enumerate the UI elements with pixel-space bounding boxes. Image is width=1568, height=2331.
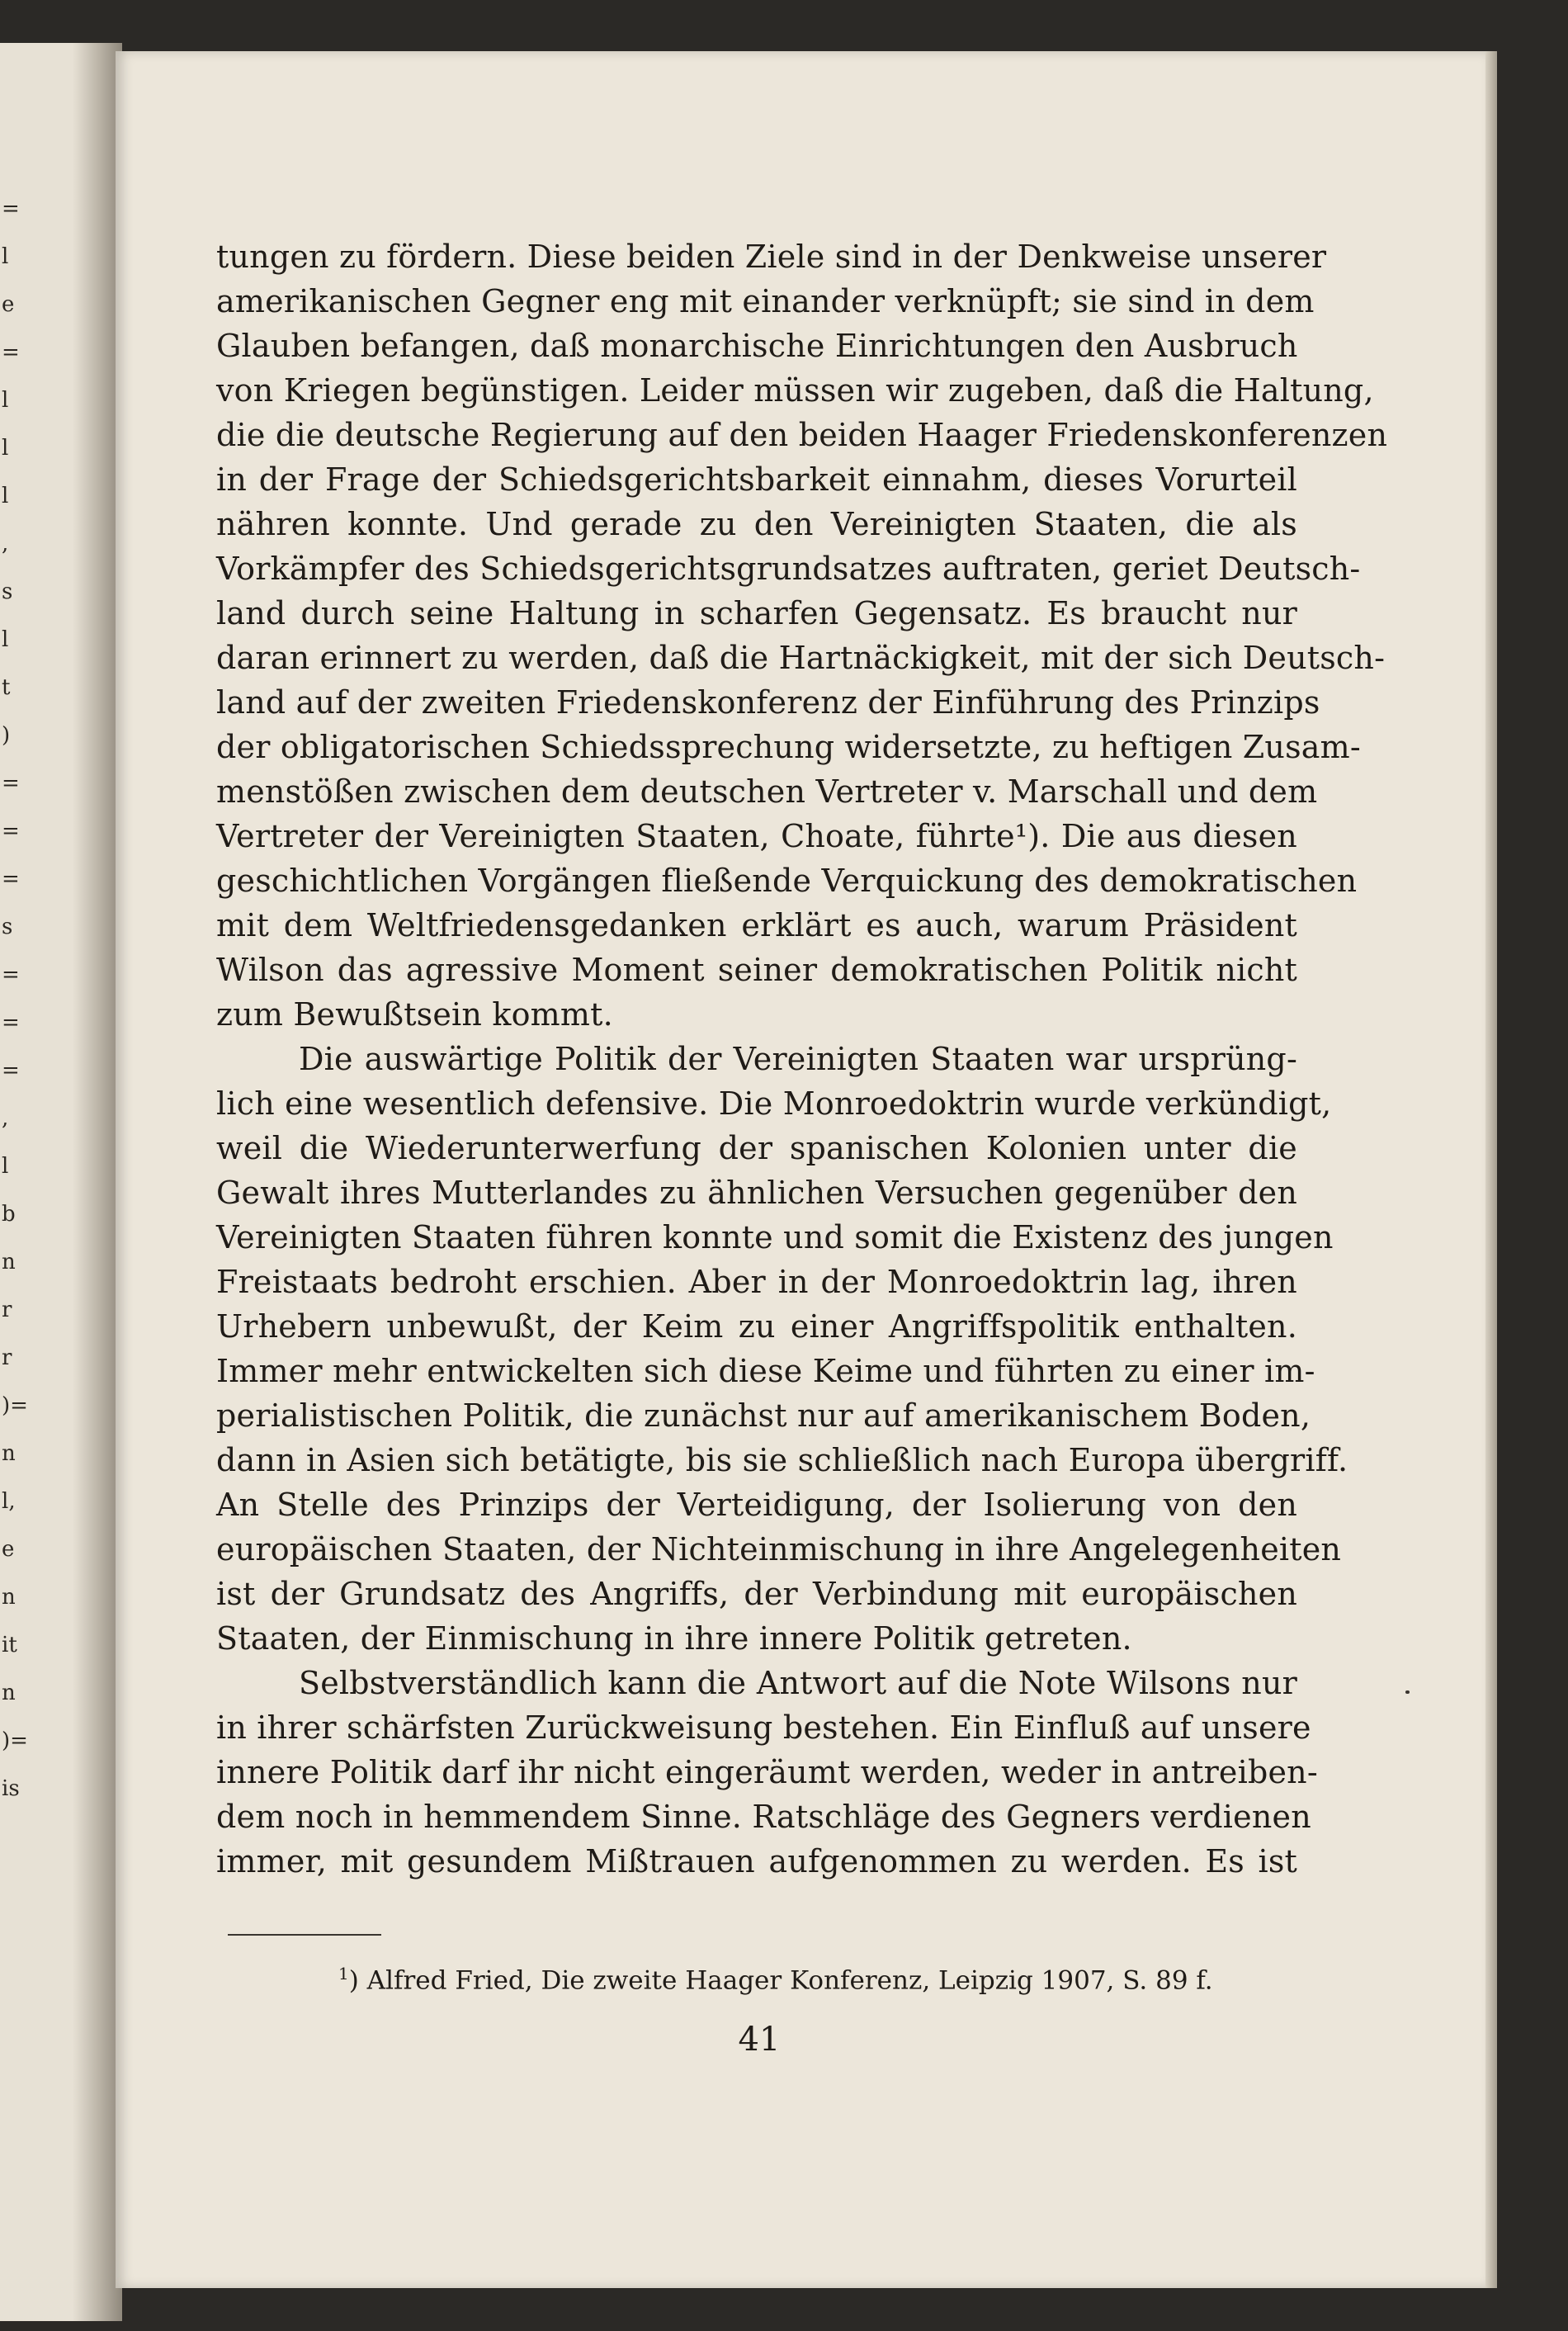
text-line: Glauben befangen, daß monarchische Einrichtungen den Ausbruch — [216, 328, 1298, 364]
margin-char: = — [2, 196, 20, 221]
text-line: lich eine wesentlich defensive. Die Monroedoktrin wurde verkündigt, — [216, 1085, 1332, 1122]
margin-char: )= — [2, 1728, 28, 1753]
text-line: Urhebern unbewußt, der Keim zu einer Angriffspolitik enthalten. — [216, 1308, 1297, 1345]
text-line: Gewalt ihres Mutterlandes zu ähnlichen Versuchen gegenüber den — [216, 1175, 1297, 1211]
text-line: europäischen Staaten, der Nichteinmischung in ihre Angelegenheiten — [216, 1531, 1342, 1567]
margin-char: = — [2, 1010, 20, 1035]
text-line: Vereinigten Staaten führen konnte und somit die Existenz des jungen — [216, 1219, 1334, 1255]
margin-char: = — [2, 819, 20, 844]
text-line: immer, mit gesundem Mißtrauen aufgenommen zu werden. Es ist — [216, 1843, 1297, 1879]
text-line: Selbstverständlich kann die Antwort auf die Note Wilsons nur — [299, 1665, 1297, 1701]
margin-char: l — [2, 627, 9, 652]
margin-char: = — [2, 867, 20, 891]
margin-char: l — [2, 388, 9, 413]
margin-char: l — [2, 484, 9, 508]
text-line: Immer mehr entwickelten sich diese Keime und führten zu einer im- — [216, 1353, 1315, 1389]
body-text — [216, 234, 1388, 1884]
text-line: innere Politik darf ihr nicht eingeräumt werden, weder in antreiben- — [216, 1754, 1318, 1790]
text-line: zum Bewußtsein kommt. — [216, 996, 613, 1033]
margin-char: is — [2, 1776, 20, 1801]
text-line: dem noch in hemmendem Sinne. Ratschläge des Gegners verdienen — [216, 1799, 1311, 1835]
margin-char: )= — [2, 1393, 28, 1418]
text-line: von Kriegen begünstigen. Leider müssen wir zugeben, daß die Haltung, — [216, 372, 1374, 409]
footnote — [338, 1955, 1279, 1999]
text-line: geschichtlichen Vorgängen fließende Verquickung des demokratischen — [216, 863, 1358, 899]
margin-char: l, — [2, 1489, 16, 1514]
text-line: menstößen zwischen dem deutschen Vertreter v. Marschall und dem — [216, 773, 1318, 810]
footnote-rule — [228, 1934, 381, 1936]
text-line: daran erinnert zu werden, daß die Hartnäckigkeit, mit der sich Deutsch- — [216, 640, 1386, 676]
margin-char: = — [2, 1058, 20, 1083]
text-line: der obligatorischen Schiedssprechung widersetzte, zu heftigen Zusam- — [216, 729, 1361, 765]
margin-char: n — [2, 1681, 16, 1705]
margin-char: l — [2, 244, 9, 269]
margin-char: ) — [2, 723, 11, 748]
margin-char: e — [2, 1537, 15, 1562]
text-line: in der Frage der Schiedsgerichtsbarkeit einnahm, dieses Vorurteil — [216, 461, 1297, 498]
margin-char: it — [2, 1633, 17, 1657]
text-line: Freistaats bedroht erschien. Aber in der Monroedoktrin lag, ihren — [216, 1264, 1297, 1300]
text-line: amerikanischen Gegner eng mit einander verknüpft; sie sind in dem — [216, 283, 1315, 319]
text-line: land durch seine Haltung in scharfen Gegensatz. Es braucht nur — [216, 595, 1297, 631]
margin-char: t — [2, 675, 11, 700]
margin-char: e — [2, 292, 15, 317]
margin-char: n — [2, 1250, 16, 1274]
text-line: perialistischen Politik, die zunächst nur auf amerikanischem Boden, — [216, 1397, 1311, 1434]
margin-char: = — [2, 340, 20, 365]
text-line: die die deutsche Regierung auf den beiden Haager Friedenskonferenzen — [216, 417, 1388, 453]
page-stack-edge — [1485, 51, 1497, 2288]
book-gutter — [73, 43, 122, 2321]
text-line: Vertreter der Vereinigten Staaten, Choate, führte¹). Die aus diesen — [216, 818, 1297, 854]
text-line: mit dem Weltfriedensgedanken erklärt es auch, warum Präsident — [216, 907, 1297, 943]
text-line: tungen zu fördern. Diese beiden Ziele sind in der Denkweise unserer — [216, 239, 1327, 275]
margin-char: l — [2, 1154, 9, 1179]
text-line: ist der Grundsatz des Angriffs, der Verbindung mit europäischen — [216, 1576, 1297, 1612]
text-line: Staaten, der Einmischung in ihre innere Politik getreten. — [216, 1620, 1132, 1657]
margin-char: r — [2, 1345, 12, 1370]
margin-char: b — [2, 1202, 16, 1227]
margin-char: , — [2, 532, 9, 556]
margin-char: s — [2, 915, 13, 939]
margin-char: = — [2, 962, 20, 987]
margin-char: = — [2, 771, 20, 796]
text-line: Die auswärtige Politik der Vereinigten Staaten war ursprüng- — [299, 1041, 1297, 1077]
text-line: land auf der zweiten Friedenskonferenz der Einführung des Prinzips — [216, 684, 1320, 721]
margin-char: n — [2, 1585, 16, 1610]
margin-char: n — [2, 1441, 16, 1466]
footnote-text: ) Alfred Fried, Die zweite Haager Konferenz, Leipzig 1907, S. 89 f. — [348, 1965, 1213, 1996]
text-line: Wilson das agressive Moment seiner demokratischen Politik nicht — [216, 952, 1297, 988]
text-line: An Stelle des Prinzips der Verteidigung, der Isolierung von den — [216, 1487, 1297, 1523]
text-line: dann in Asien sich betätigte, bis sie schließlich nach Europa übergriff. — [216, 1442, 1348, 1478]
margin-char: , — [2, 1106, 9, 1131]
margin-char: s — [2, 579, 13, 604]
margin-char: r — [2, 1298, 12, 1322]
text-line: nähren konnte. Und gerade zu den Vereinigten Staaten, die als — [216, 506, 1297, 542]
text-line: Vorkämpfer des Schiedsgerichtsgrundsatzes auftraten, geriet Deutsch- — [216, 551, 1361, 587]
margin-char: l — [2, 436, 9, 461]
text-line: weil die Wiederunterwerfung der spanischen Kolonien unter die — [216, 1130, 1297, 1166]
page-number: 41 — [738, 2021, 781, 2059]
footnote-marker: 1 — [338, 1964, 349, 1983]
text-line: in ihrer schärfsten Zurückweisung bestehen. Ein Einfluß auf unsere — [216, 1709, 1311, 1746]
paper-speck — [1405, 1690, 1410, 1694]
